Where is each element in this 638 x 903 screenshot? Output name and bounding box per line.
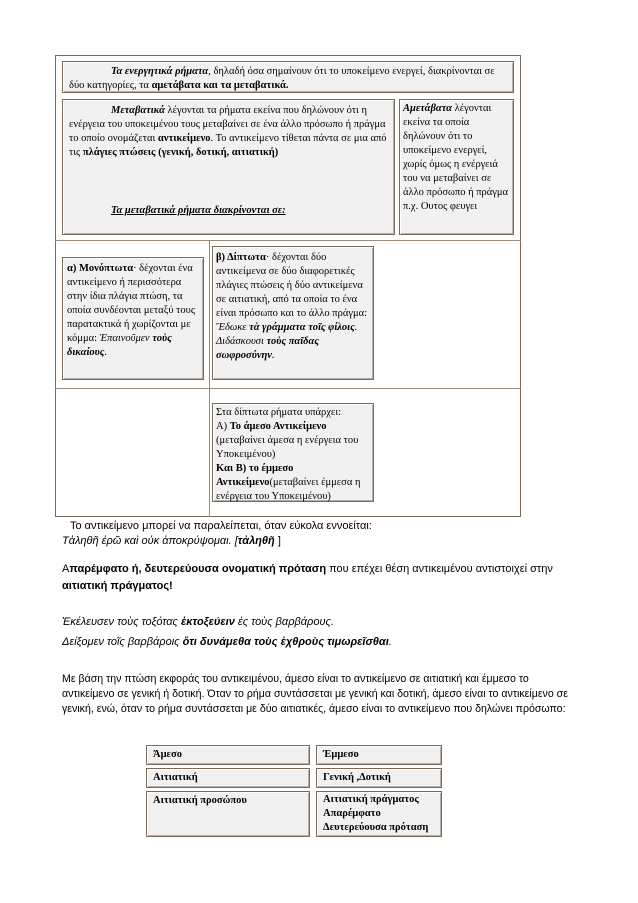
table-cell-aitiatiki-pragmatos xyxy=(316,791,442,837)
a-text: (μεταβαίνει άμεσα η ενέργεια του Υποκειμένου) xyxy=(216,435,359,460)
antikeimeno-term: αντικείμενο xyxy=(157,133,211,144)
a-prefix: Α) xyxy=(216,421,230,432)
example-text: Ἐκέλευσεν τοὺς τοξότας xyxy=(62,616,181,628)
example-end: . xyxy=(104,347,108,358)
metavatika-subheading: Τα μεταβατικά ρήματα διακρίνονται σε: xyxy=(111,205,286,216)
example-end: . xyxy=(354,322,358,333)
a-bold: Το άμεσο Αντικείμενο xyxy=(229,421,327,432)
ametavata-text: λέγονται εκείνα τα οποία δηλώνουν ότι το υποκείμενο ενεργεί, χωρίς όμως η ενέργειά του να μεταβαίνει σε άλλο πρόσωπο ή πράγμα π.χ. Ουτος φευγει xyxy=(403,103,509,212)
metavatika-definition xyxy=(69,104,388,160)
cell-line: Αιτιατική πράγματος xyxy=(323,794,419,805)
para-bold: παρέμφατο ή, δευτερεύουσα ονοματική πρόταση xyxy=(69,563,327,575)
diptota-types-intro: Στα δίπτωτα ρήματα υπάρχει: xyxy=(216,407,342,418)
example-text: Τἀληθῆ ἐρῶ καὶ οὐκ ἀποκρύψομαι. [ xyxy=(62,535,238,547)
metavatika-term: Μεταβατικά xyxy=(111,105,165,116)
paragraph-direct-indirect: Με βάση την πτώση εκφοράς του αντικειμένου, άμεσο είναι το αντικείμενο σε αιτιατική και έμμεσο το αντικείμενο σε γενική ή δοτική. Όταν το ρήμα συντάσσεται με γενική και δοτική, άμεσο είναι το αντικείμενο σε γενική, ενώ, όταν το ρήμα συντάσσεται με δύο αιτιατικές, άμεσο είναι το αντικείμενο που δηλώνει πρόσωπο: xyxy=(62,673,568,715)
top-definition-box xyxy=(62,61,514,93)
metavatika-text: λέγονται τα ρήματα εκείνα που δηλώνουν ότι η ενέργεια του υποκειμένου τους μεταβαίνει σε ένα άλλο πρόσωπο ή πράγμα το οποίο ονομάζεται xyxy=(69,105,386,144)
row-divider xyxy=(55,388,521,389)
example-text: Ἔδωκε xyxy=(216,322,250,333)
example-line-2 xyxy=(62,635,582,650)
example-bold: τοὺς δικαίους xyxy=(67,333,172,358)
ametavata-metavatika-term: αμετάβατα και τα μεταβατικά. xyxy=(151,80,289,91)
example-end: . xyxy=(388,636,392,648)
paragraph-omission: Το αντικείμενο μπορεί να παραλείπεται, όταν εύκολα εννοείται: xyxy=(70,520,372,532)
example-bold: τοὺς παῖδας σωφροσύνην xyxy=(216,336,320,361)
example-text: Ἐπαινοῦμεν xyxy=(99,333,153,344)
b-bold: Και Β) το έμμεσο Αντικείμενο xyxy=(216,463,294,488)
row-divider xyxy=(55,240,521,241)
amesa-antikeimeno xyxy=(216,420,370,462)
example-line-1 xyxy=(62,615,582,630)
ametavata-box xyxy=(399,99,514,235)
paragraph-omission-example xyxy=(62,534,582,549)
table-cell-amesa: Άμεσο xyxy=(146,745,310,765)
example-text: Διδάσκουσι xyxy=(216,336,267,347)
table-cell-aitiatiki: Αιτιατική xyxy=(146,768,310,788)
monoptota-label: α) Μονόπτωτα xyxy=(67,263,134,274)
example-text: Δείξομεν τοῖς βαρβάροις xyxy=(62,636,183,648)
example-bold: ὅτι δυνάμεθα τοὺς ἐχθροὺς τιμωρεῖσθαι xyxy=(182,636,389,648)
diptota-example-2 xyxy=(216,336,319,361)
plagies-ptoseis: πλάγιες πτώσεις (γενική, δοτική, αιτιατική) xyxy=(82,147,279,158)
metavatika-text-2: . Το αντικείμενο τίθεται πάντα σε μια από τις xyxy=(69,133,387,158)
ametavata-term: Αμετάβατα xyxy=(403,103,452,114)
b-text: (μεταβαίνει έμμεσα η ενέργεια του Υποκειμένου) xyxy=(216,477,361,502)
table-cell-aitiatiki-prosopou: Αιτιατική προσώπου xyxy=(146,791,310,837)
top-box-text: , δηλαδή όσα σημαίνουν ότι το υποκείμενο ενεργεί, διακρίνονται σε δύο κατηγορίες, τα xyxy=(69,66,495,91)
cell-line: Απαρέμφατο xyxy=(323,808,381,819)
example-bold: τἀληθῆ xyxy=(237,535,275,547)
diptota-example-1 xyxy=(216,322,357,333)
table-cell-geniki-dotiki: Γενική ,Δοτική xyxy=(316,768,442,788)
paragraph-infinitive xyxy=(62,561,582,595)
table-cell-emmeso: Έμμεσο xyxy=(316,745,442,765)
diptota-text: · δέχονται δύο αντικείμενα σε δύο διαφορετικές πλάγιες πτώσεις ή δύο αντικείμενα σε αιτιατική, από τα οποία το ένα είναι πρόσωπο και το άλλο πράγμα: xyxy=(216,252,368,319)
example-end: . xyxy=(271,350,275,361)
cell-line: Δευτερεύουσα πρόταση xyxy=(323,822,429,833)
column-divider xyxy=(209,240,210,517)
diptota-box xyxy=(212,246,374,380)
diptota-types-box xyxy=(212,403,374,502)
monoptota-box xyxy=(62,257,204,380)
para-text: που επέχει θέση αντικειμένου αντιστοιχεί στην xyxy=(326,563,553,575)
monoptota-text: · δέχονται ένα αντικείμενο ή περισσότερα στην ίδια πλάγια πτώση, τα οποία συνδέονται μεταξύ τους παρατακτικά ή χωρίζονται με κόμμα: xyxy=(67,263,195,344)
para-prefix: Α xyxy=(62,563,70,575)
diptota-label: β) Δίπτωτα xyxy=(216,252,266,263)
metavatika-box xyxy=(62,99,395,235)
example-end: ] xyxy=(274,535,281,547)
emmeso-antikeimeno xyxy=(216,462,370,504)
energitika-term: Τα ενεργητικά ρήματα xyxy=(111,66,209,77)
example-end: ἐς τοὺς βαρβάρους. xyxy=(234,616,334,628)
para-bold-2: αιτιατική πράγματος! xyxy=(62,580,173,592)
example-bold: τὰ γράμματα τοῖς φίλοις xyxy=(249,322,355,333)
example-bold: ἐκτοξεύειν xyxy=(180,616,235,628)
